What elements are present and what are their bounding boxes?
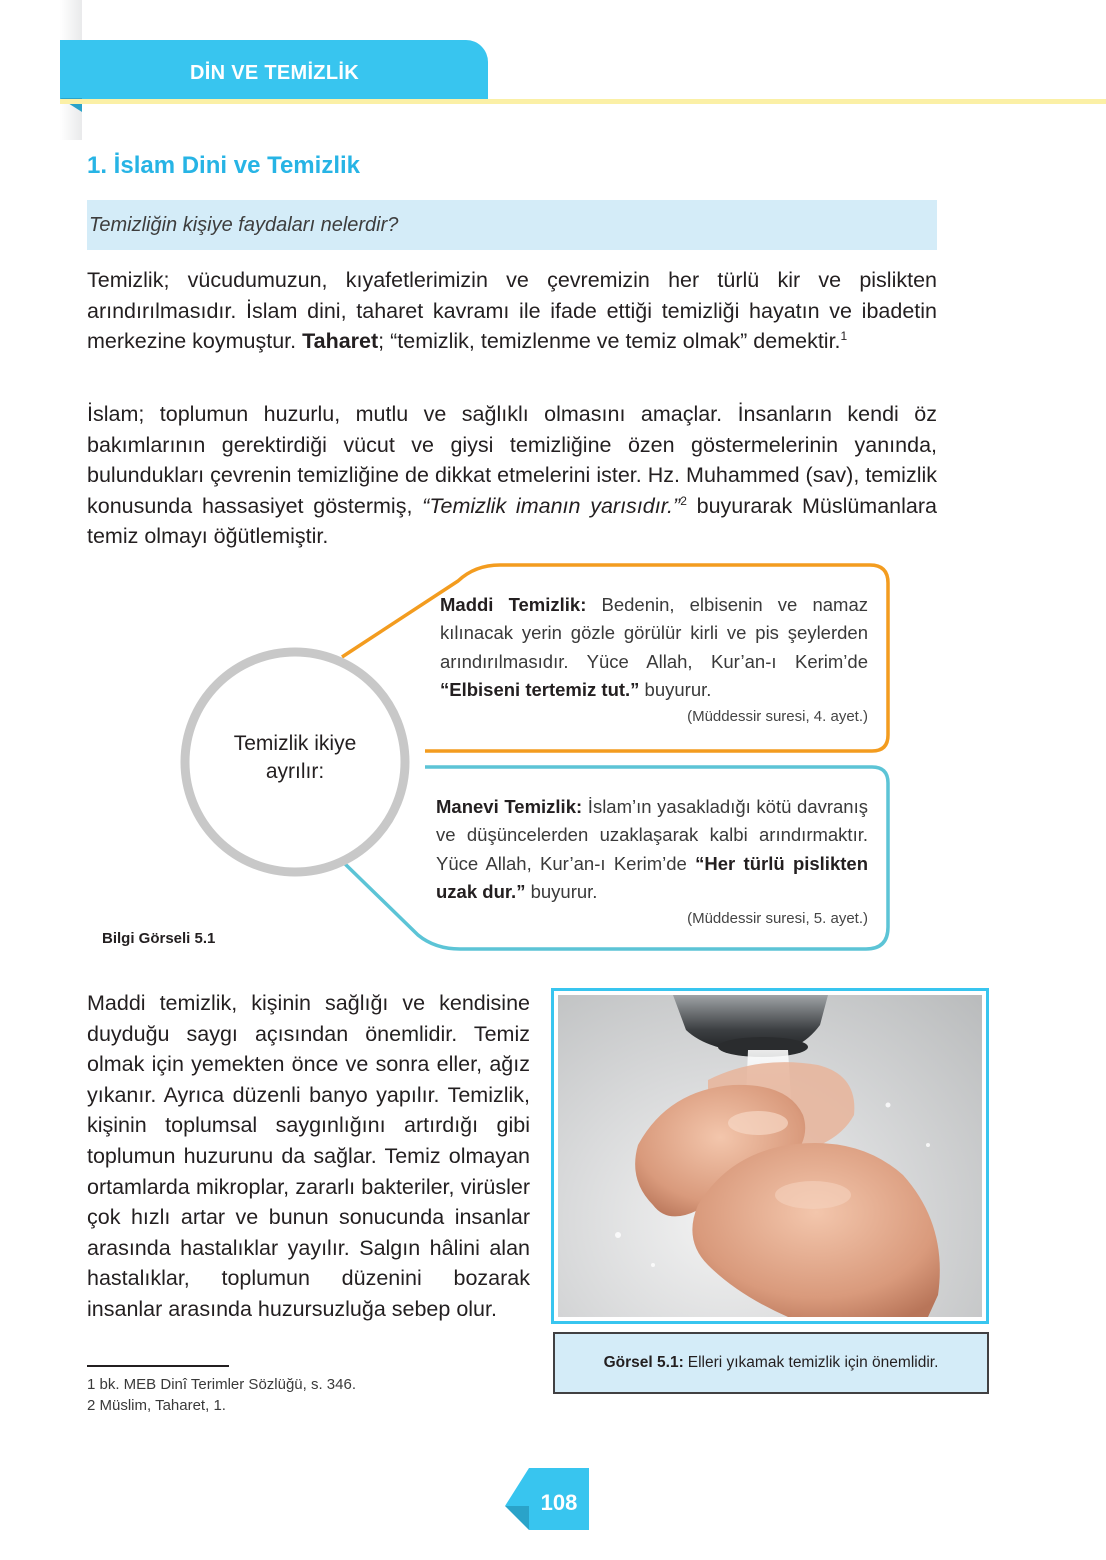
material-desc-end: buyurur. (639, 678, 712, 700)
paragraph-material-cleanliness: Maddi temizlik, kişinin sağlığı ve kendisine duyduğu saygı açısından önemlidir. Temiz olmak için yemekten önce ve sonra eller, ağız yıkanır. Ayrıca düzenli banyo yapılır. Temizlik, kişinin toplumsal saygınlığını artırdığı gibi toplumun huzurunu da sağlar. Temiz olmayan ortamlarda mikroplar, zararlı bakteriler, virüsler çok hızlı artar ve bunun sonucunda insanlar arasında hastalıklar yayılır. Salgın hâlini alan hastalıklar, toplumun düzenini bozarak insanlar arasında huzursuzluğa sebep olur. (87, 991, 530, 1321)
paragraph-text: İslam; toplumun huzurlu, mutlu ve sağlıklı olmasını amaçlar. İnsanların kendi öz bakımlarının gerektirdiği vücut ve giysi temizliğine özen göstermelerinin yanında, bulundukları çevrenin temizliğine de dikkat etmelerini ister. Hz. Muhammed (sav), temizlik konusunda hassasiyet göstermiş, (87, 402, 937, 518)
footnote-2: 2 Müslim, Taharet, 1. (87, 1397, 226, 1414)
spiritual-term: Manevi Temizlik: (436, 796, 583, 817)
page-number: 108 (540, 1490, 578, 1515)
paragraph-islam-society (87, 399, 937, 552)
spiritual-desc-end: buyurur. (525, 880, 598, 902)
caption-text: Elleri yıkamak temizlik için önemlidir. (687, 1354, 939, 1371)
chapter-title: DİN VE TEMİZLİK (190, 62, 359, 84)
spiritual-source: (Müddessir suresi, 5. ayet.) (687, 910, 868, 927)
hadith-quote: “Temizlik imanın yarısıdır.” (422, 493, 681, 518)
diagram-label: Bilgi Görseli 5.1 (102, 930, 216, 947)
material-quote: “Elbiseni tertemiz tut.” (440, 678, 640, 700)
spiritual-quote: “Her türlü pislikten uzak dur.” (436, 852, 868, 902)
paragraph-text: ; “temizlik, temizlenme ve temiz olmak” demektir. (378, 329, 841, 354)
question-text: Temizliğin kişiye faydaları nelerdir? (89, 213, 399, 236)
hand-washing-photo (558, 995, 982, 1317)
photo-caption (553, 1332, 989, 1394)
footnote-ref: 2 (680, 493, 687, 508)
material-cleanliness-text (440, 591, 868, 704)
material-desc: Bedenin, elbisenin ve namaz kılınacak yerin gözle görülür kirli ve pis şeylerden arındırılmasıdır. Yüce Allah, Kur’an-ı Kerim’de (440, 594, 868, 672)
center-label: Temizlik ikiye ayrılır: (233, 732, 357, 783)
header-rule (60, 99, 1106, 104)
bold-term: Taharet (302, 329, 379, 354)
hand-washing-illustration (558, 995, 982, 1317)
footnote-1: 1 bk. MEB Dinî Terimler Sözlüğü, s. 346. (87, 1376, 357, 1393)
info-diagram (80, 555, 900, 965)
caption-label: Görsel 5.1: (603, 1354, 684, 1371)
material-source: (Müddessir suresi, 4. ayet.) (687, 708, 868, 725)
section-title: 1. İslam Dini ve Temizlik (87, 152, 360, 179)
photo-frame (551, 988, 989, 1324)
paragraph-taharet (87, 265, 937, 357)
spiritual-desc: İslam’ın yasakladığı kötü davranış ve düşüncelerden uzaklaşarak kalbi arındırmaktır. Yüce Allah, Kur’an-ı Kerim’de (436, 796, 868, 874)
footnote-divider (87, 1365, 229, 1367)
spiritual-cleanliness-text (436, 793, 868, 906)
material-term: Maddi Temizlik: (440, 594, 587, 615)
paragraph-text: buyurarak Müslümanlara temiz olmayı öğütlemiştir. (87, 493, 937, 549)
question-bar (87, 200, 937, 250)
footnote-ref: 1 (840, 329, 848, 344)
paragraph-text: Temizlik; vücudumuzun, kıyafetlerimizin ve çevremizin her türlü kir ve pislikten arındırılmasıdır. İslam dini, taharet kavramı ile ifade ettiği temizliği hayatın ve ibadetin merkezine koymuştur. (87, 268, 937, 354)
